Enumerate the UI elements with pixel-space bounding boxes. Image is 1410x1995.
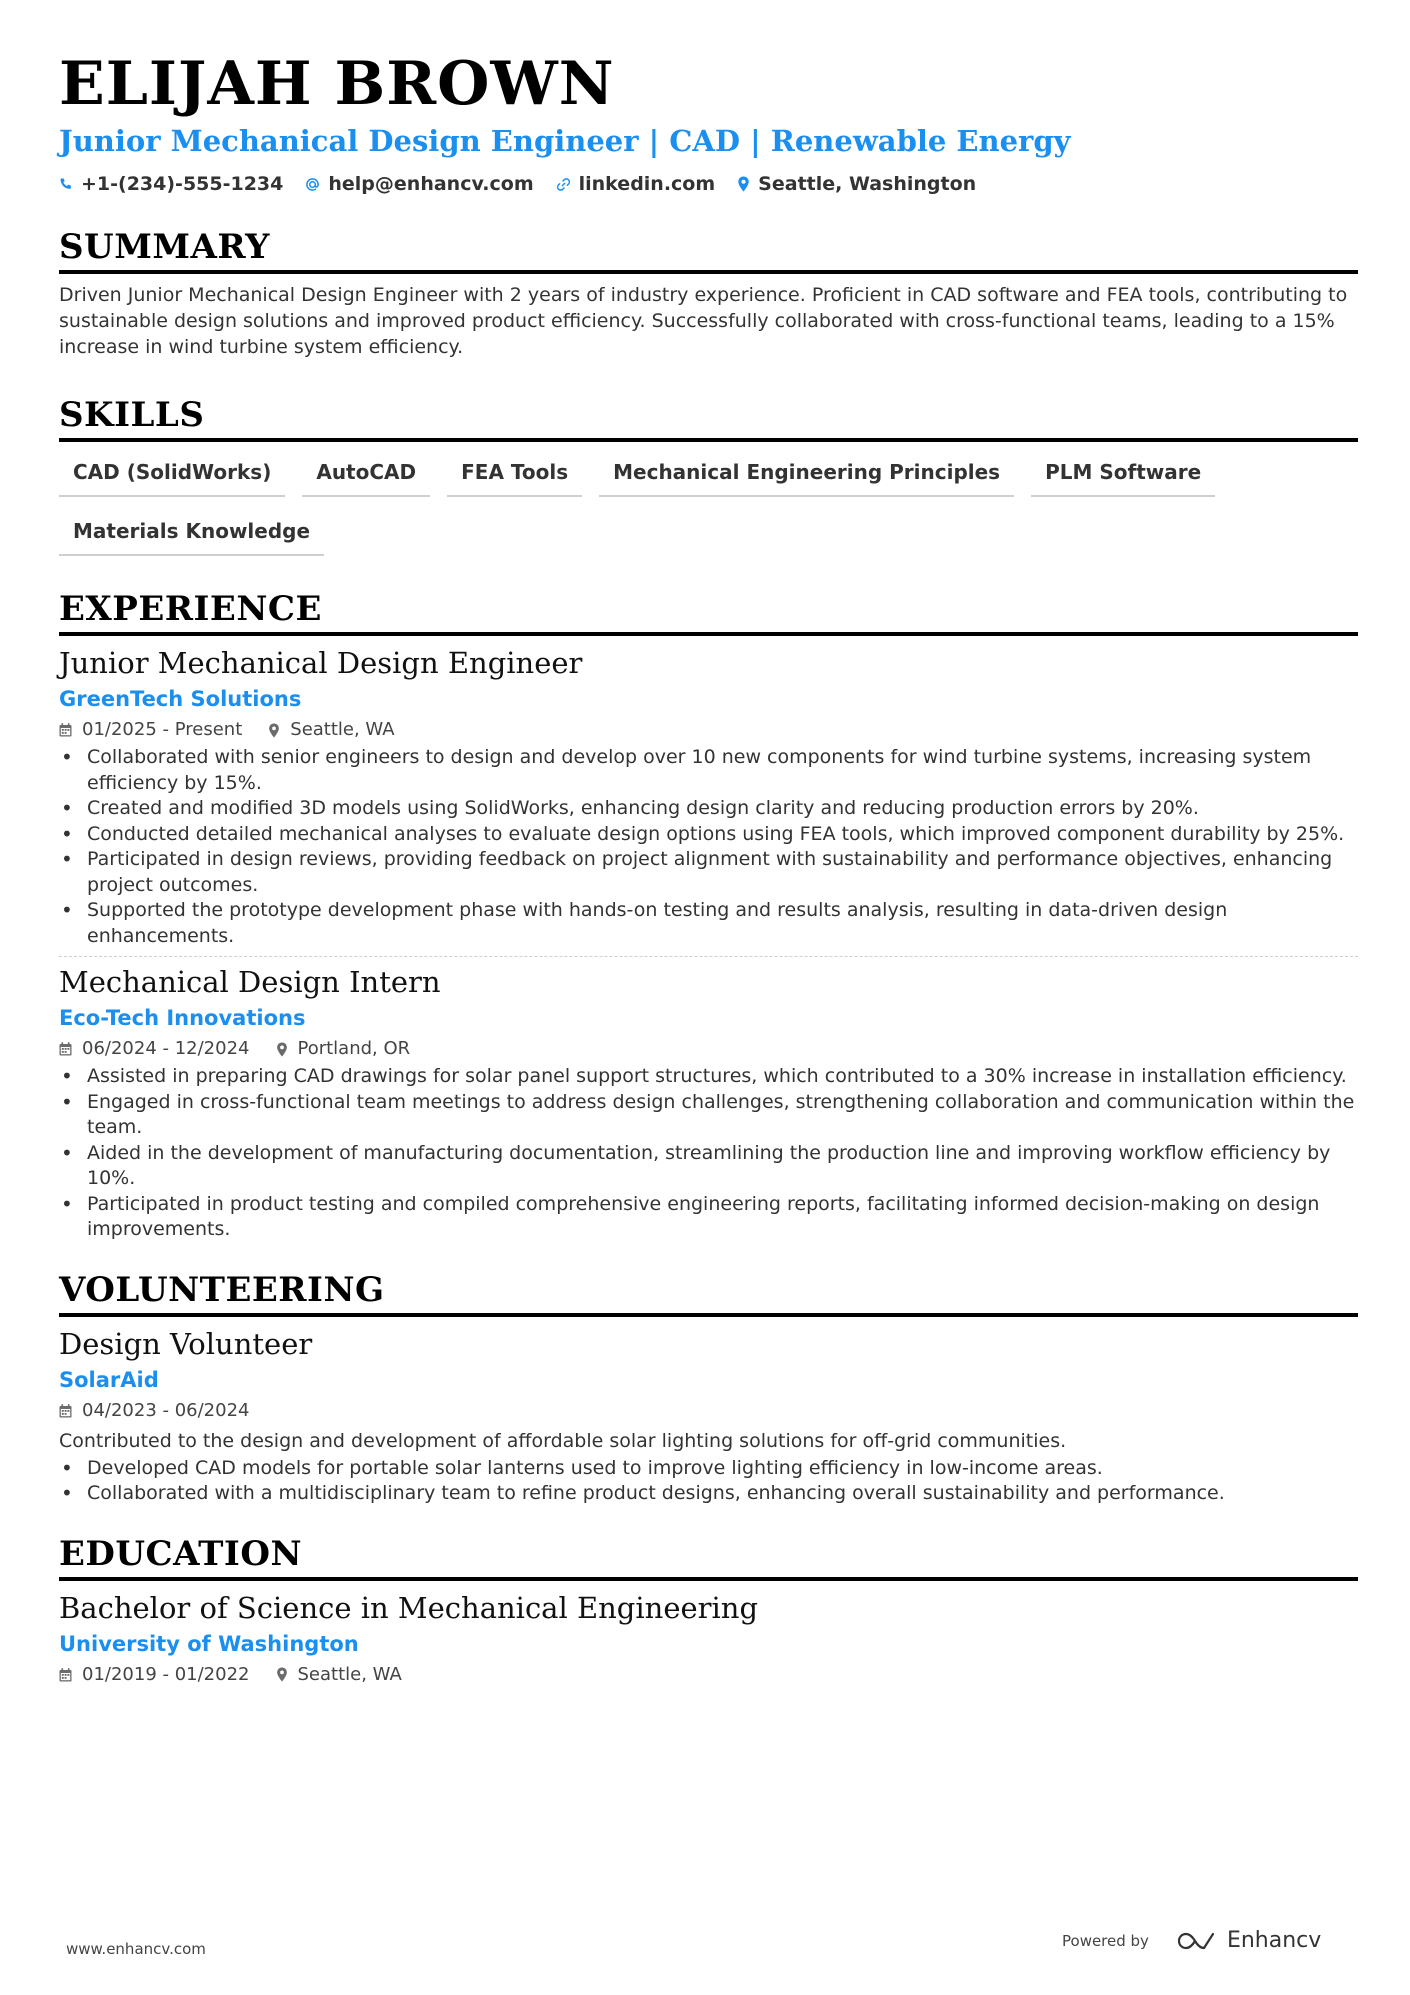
- linkedin-text: linkedin.com: [578, 173, 716, 195]
- volunteer-dates: [59, 1398, 250, 1424]
- job-title: Junior Mechanical Design Engineer: [59, 646, 583, 680]
- bullet-item: • Participated in design reviews, providing feedback on project alignment with sustainability and performance objectives, enhancing project outcomes.: [87, 847, 1358, 898]
- contact-email[interactable]: [305, 173, 533, 195]
- location-text: Seattle, Washington: [758, 173, 977, 195]
- volunteering-section: [59, 1269, 1358, 1507]
- skills-section: [59, 394, 1358, 568]
- bullet-item: • Assisted in preparing CAD drawings for solar panel support structures, which contributed to a 30% increase in installation efficiency.: [87, 1064, 1358, 1090]
- bullet-item: • Collaborated with senior engineers to design and develop over 10 new components for wind turbine systems, increasing system efficiency by 15%.: [87, 745, 1358, 796]
- email-text: help@enhancv.com: [328, 173, 534, 195]
- job-dates: [59, 717, 242, 743]
- entry-divider: [59, 956, 1358, 957]
- education-dates-text: 01/2019 - 01/2022: [82, 1663, 250, 1685]
- bullet-item: • Supported the prototype development phase with hands-on testing and results analysis, resulting in data-driven design enhancements.: [87, 898, 1358, 949]
- skill-tag: Mechanical Engineering Principles: [599, 450, 1014, 497]
- degree-title: Bachelor of Science in Mechanical Engineering: [59, 1590, 759, 1625]
- bullet-item: • Engaged in cross-functional team meetings to address design challenges, strengthening collaboration and communication within the team.: [87, 1090, 1358, 1141]
- education-section: [59, 1533, 1358, 1688]
- experience-entry: [59, 644, 1358, 949]
- bullet-item: • Conducted detailed mechanical analyses to evaluate design options using FEA tools, which improved component durability by 25%.: [87, 822, 1358, 848]
- volunteer-bullets: [59, 1456, 1358, 1507]
- volunteer-org[interactable]: SolarAid: [59, 1367, 159, 1392]
- job-dates-text: 06/2024 - 12/2024: [82, 1038, 250, 1059]
- candidate-name: ELIJAH BROWN: [59, 49, 615, 119]
- bullet-item: • Developed CAD models for portable solar lanterns used to improve lighting efficiency in low-income areas.: [87, 1456, 1358, 1482]
- job-location-text: Portland, OR: [297, 1038, 411, 1059]
- at-icon: [305, 177, 320, 192]
- volunteer-description: Contributed to the design and development of affordable solar lighting solutions for off-grid communities.: [59, 1429, 1067, 1452]
- job-bullets: [59, 745, 1358, 949]
- job-location-text: Seattle, WA: [290, 719, 395, 740]
- summary-section: [59, 226, 1358, 360]
- skill-tag: AutoCAD: [302, 450, 430, 497]
- summary-text: Driven Junior Mechanical Design Engineer with 2 years of industry experience. Proficient in CAD software and FEA tools, contributing to sustainable design solutions and improved product efficiency. Successfully collaborated with cross-functional teams, leading to a 15% increase in wind turbine system efficiency.: [59, 284, 1348, 358]
- summary-heading: SUMMARY: [59, 226, 1358, 274]
- contact-phone[interactable]: [59, 173, 283, 195]
- education-entry: [59, 1589, 1358, 1688]
- phone-text: +1-(234)-555-1234: [81, 173, 284, 195]
- headline: Junior Mechanical Design Engineer | CAD | Renewable Energy: [59, 124, 1071, 158]
- job-location: [268, 717, 394, 743]
- resume-page: [59, 48, 1358, 1688]
- location-pin-icon: [276, 1042, 288, 1057]
- phone-icon: [59, 177, 73, 191]
- brand-name: Enhancv: [1226, 1928, 1322, 1953]
- job-dates: [59, 1036, 250, 1062]
- volunteer-dates-text: 04/2023 - 06/2024: [82, 1399, 250, 1421]
- job-dates-text: 01/2025 - Present: [82, 719, 243, 740]
- location-pin-icon: [276, 1667, 288, 1682]
- job-bullets: [59, 1064, 1358, 1243]
- footer-branding: [1062, 1928, 1321, 1953]
- education-meta: [59, 1662, 1358, 1688]
- bullet-item: • Aided in the development of manufacturing documentation, streamlining the production line and improving workflow efficiency by 10%.: [87, 1141, 1358, 1192]
- volunteering-entry: [59, 1325, 1358, 1507]
- company-name[interactable]: Eco-Tech Innovations: [59, 1006, 306, 1030]
- job-meta: [59, 717, 1358, 743]
- skill-tag: PLM Software: [1031, 450, 1215, 497]
- skill-tag: FEA Tools: [447, 450, 582, 497]
- education-dates: [59, 1662, 250, 1688]
- location-pin-icon: [737, 176, 750, 192]
- skills-heading: SKILLS: [59, 394, 1358, 442]
- job-title: Mechanical Design Intern: [59, 965, 441, 999]
- location-pin-icon: [268, 723, 280, 738]
- company-name[interactable]: GreenTech Solutions: [59, 687, 302, 711]
- skills-list: [59, 450, 1358, 568]
- calendar-icon: [59, 723, 72, 737]
- experience-section: [59, 588, 1358, 1243]
- contact-bar: [59, 170, 1358, 198]
- school-name[interactable]: University of Washington: [59, 1631, 359, 1656]
- volunteer-meta: [59, 1398, 1358, 1424]
- experience-entry: [59, 963, 1358, 1243]
- calendar-icon: [59, 1042, 72, 1056]
- enhancv-logo-icon: [1175, 1930, 1219, 1952]
- skill-tag: CAD (SolidWorks): [59, 450, 285, 497]
- bullet-item: • Created and modified 3D models using SolidWorks, enhancing design clarity and reducing production errors by 20%.: [87, 796, 1358, 822]
- bullet-item: • Collaborated with a multidisciplinary team to refine product designs, enhancing overall sustainability and performance.: [87, 1481, 1358, 1507]
- bullet-item: • Participated in product testing and compiled comprehensive engineering reports, facilitating informed decision-making on design improvements.: [87, 1192, 1358, 1243]
- contact-location: [737, 173, 976, 195]
- footer-website[interactable]: www.enhancv.com: [66, 1940, 206, 1958]
- job-meta: [59, 1036, 1358, 1062]
- skill-tag: Materials Knowledge: [59, 509, 324, 556]
- education-location-text: Seattle, WA: [297, 1663, 402, 1685]
- powered-by-label: Powered by: [1062, 1931, 1149, 1950]
- calendar-icon: [59, 1668, 72, 1682]
- education-location: [276, 1662, 402, 1688]
- experience-heading: EXPERIENCE: [59, 588, 1358, 636]
- contact-linkedin[interactable]: [556, 173, 716, 195]
- link-icon: [556, 177, 571, 192]
- volunteering-heading: VOLUNTEERING: [59, 1269, 1358, 1317]
- volunteer-role: Design Volunteer: [59, 1326, 313, 1361]
- calendar-icon: [59, 1404, 72, 1418]
- job-location: [276, 1036, 411, 1062]
- education-heading: EDUCATION: [59, 1533, 1358, 1581]
- brand-link[interactable]: [1175, 1928, 1321, 1953]
